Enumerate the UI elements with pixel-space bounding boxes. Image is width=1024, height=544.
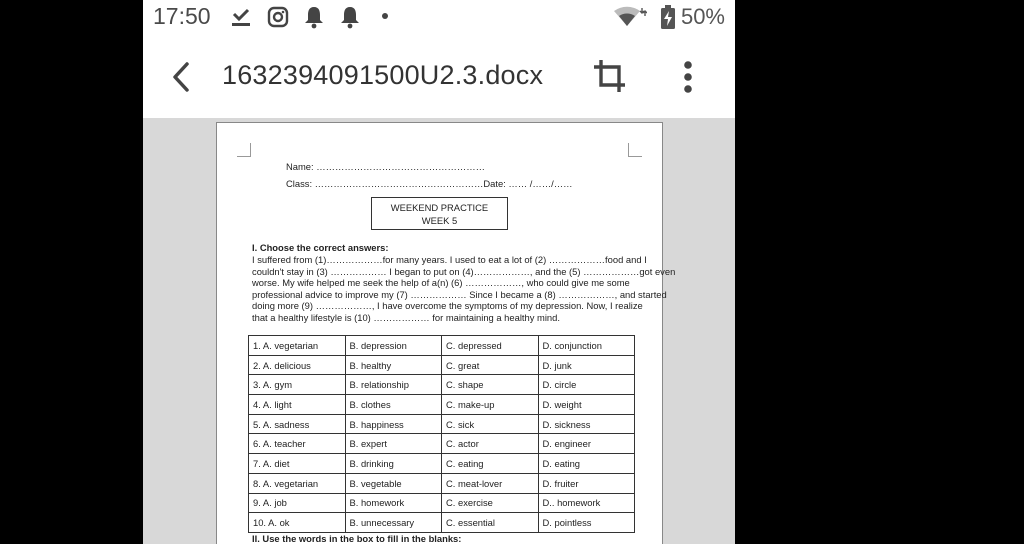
table-row	[249, 395, 635, 415]
answer-cell: B. clothes	[345, 395, 442, 415]
table-row	[249, 434, 635, 454]
answer-cell: C. essential	[442, 513, 539, 533]
class-date-line: Class: ………………………………………………Date: …… /……/……	[286, 178, 573, 189]
download-done-icon	[231, 8, 251, 28]
answer-cell: D.. homework	[538, 493, 635, 513]
answer-cell: B. drinking	[345, 454, 442, 474]
section-2-title: II. Use the words in the box to fill in the blanks:	[252, 533, 462, 544]
document-page	[216, 122, 676, 544]
answer-cell: D. junk	[538, 355, 635, 375]
table-row	[249, 473, 635, 493]
table-row	[249, 375, 635, 395]
answer-cell: B. healthy	[345, 355, 442, 375]
answer-cell: B. relationship	[345, 375, 442, 395]
table-row	[249, 493, 635, 513]
answer-cell: B. unnecessary	[345, 513, 442, 533]
answer-cell: 8. A. vegetarian	[249, 473, 346, 493]
answer-cell: B. expert	[345, 434, 442, 454]
answer-cell: 4. A. light	[249, 395, 346, 415]
crop-icon[interactable]	[593, 58, 627, 94]
answer-cell: 7. A. diet	[249, 454, 346, 474]
table-row	[249, 355, 635, 375]
table-row	[249, 454, 635, 474]
practice-week: WEEK 5	[421, 214, 458, 226]
answer-cell: 6. A. teacher	[249, 434, 346, 454]
answer-cell: 10. A. ok	[249, 513, 346, 533]
table-row	[249, 336, 635, 356]
answer-cell: D. engineer	[538, 434, 635, 454]
answer-cell: C. make-up	[442, 395, 539, 415]
passage-line: doing more (9) ………………, I have overcome the symptoms of my depression. Now, I realize	[252, 300, 643, 312]
answer-cell: 2. A. delicious	[249, 355, 346, 375]
answer-cell: 1. A. vegetarian	[249, 336, 346, 356]
phone-screen	[143, 0, 735, 544]
document-title: 1632394091500U2.3.docx	[222, 60, 544, 90]
answer-cell: D. weight	[538, 395, 635, 415]
passage	[252, 254, 676, 324]
section-1-title: I. Choose the correct answers:	[252, 242, 389, 253]
bell-icon	[339, 5, 361, 29]
name-line: Name: ………………………………………………	[286, 161, 485, 172]
status-time: 17:50	[153, 3, 211, 29]
answer-cell: C. eating	[442, 454, 539, 474]
answer-cell: D. pointless	[538, 513, 635, 533]
answer-cell: B. vegetable	[345, 473, 442, 493]
answer-cell: B. happiness	[345, 414, 442, 434]
answer-cell: D. conjunction	[538, 336, 635, 356]
answer-cell: C. great	[442, 355, 539, 375]
answer-cell: C. shape	[442, 375, 539, 395]
passage-line: I suffered from (1)………………for many years. I used to eat a lot of (2) ………………food and I	[252, 254, 647, 265]
wifi-icon	[613, 5, 647, 27]
answer-cell: B. homework	[345, 493, 442, 513]
answer-cell: 9. A. job	[249, 493, 346, 513]
answer-cell: C. meat-lover	[442, 473, 539, 493]
passage-line: worse. My wife helped me seek the help of a(n) (6) ………………, who could give me some	[252, 277, 630, 289]
answer-cell: C. exercise	[442, 493, 539, 513]
answer-cell: B. depression	[345, 336, 442, 356]
answer-cell: C. sick	[442, 414, 539, 434]
battery-percentage: 50%	[680, 4, 725, 29]
passage-line: couldn't stay in (3) ……………… I began to put on (4)………………, and the (5) ………………got even	[252, 265, 676, 277]
page-margin-corner	[237, 143, 251, 157]
passage-line: professional advice to improve my (7) ……………… Since I became a (8) ………………, and started	[252, 288, 667, 300]
answers-table	[248, 335, 635, 533]
bell-icon	[303, 5, 325, 29]
practice-heading: WEEKEND PRACTICE	[390, 202, 489, 213]
practice-heading-box	[371, 197, 508, 230]
dot-icon	[381, 12, 389, 20]
status-bar	[143, 0, 735, 36]
back-icon[interactable]	[167, 60, 195, 94]
answer-cell: D. circle	[538, 375, 635, 395]
answer-cell: 5. A. sadness	[249, 414, 346, 434]
more-vert-icon[interactable]	[678, 60, 698, 94]
answer-cell: D. sickness	[538, 414, 635, 434]
answer-cell: D. fruiter	[538, 473, 635, 493]
battery-charging-icon	[660, 4, 676, 30]
instagram-icon	[267, 6, 289, 28]
table-row	[249, 513, 635, 533]
passage-line: that a healthy lifestyle is (10) ……………… for maintaining a healthy mind.	[252, 311, 560, 323]
answer-cell: C. actor	[442, 434, 539, 454]
page-margin-corner	[628, 143, 642, 157]
app-bar	[143, 36, 735, 118]
answer-cell: C. depressed	[442, 336, 539, 356]
answer-cell: 3. A. gym	[249, 375, 346, 395]
answer-cell: D. eating	[538, 454, 635, 474]
document-viewer[interactable]	[143, 118, 735, 544]
table-row	[249, 414, 635, 434]
